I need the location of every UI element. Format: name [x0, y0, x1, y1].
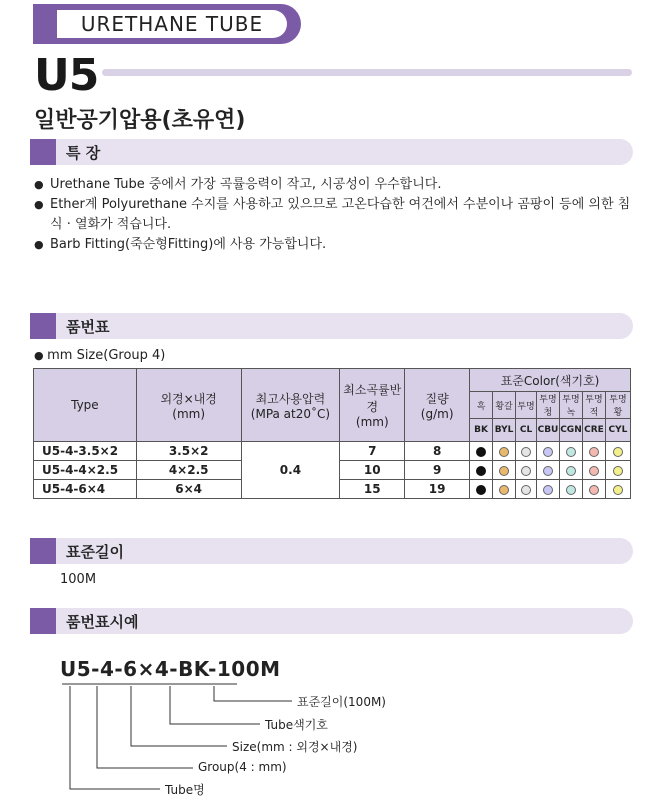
- weight-cell: 9: [405, 461, 470, 480]
- type-cell: U5-4-3.5×2: [34, 442, 137, 461]
- color-name-cell: 황갈: [493, 392, 516, 419]
- feature-item: ● Urethane Tube 중에서 가장 곡률응력이 작고, 시공성이 우수합니다.: [34, 175, 634, 195]
- color-code-cell: BK: [470, 419, 493, 442]
- color-name-cell: 투명청: [537, 392, 560, 419]
- color-code-cell: BYL: [493, 419, 516, 442]
- bend-cell: 10: [340, 461, 405, 480]
- size-cell: 6×4: [136, 480, 241, 499]
- example-code: U5-4-6×4-BK-100M: [60, 657, 281, 681]
- header-tab-label: URETHANE TUBE: [57, 10, 287, 38]
- header-type: Type: [34, 369, 137, 442]
- annotation-tube-name: Tube명: [165, 783, 205, 797]
- model-name: U5: [34, 50, 99, 101]
- size-cell: 4×2.5: [136, 461, 241, 480]
- leader-size: [131, 686, 227, 746]
- bend-cell: 7: [340, 442, 405, 461]
- annotation-length: 표준길이(100M): [297, 695, 386, 709]
- header-pressure: 최고사용압력 (MPa at20˚C): [241, 369, 340, 442]
- bend-cell: 15: [340, 480, 405, 499]
- section-title: 품번표: [66, 318, 110, 336]
- feature-item: ● Ether계 Polyurethane 수지를 사용하고 있으므로 고온다습한 여건에서 수분이나 곰팡이 등에 의한 침식 · 열화가 적습니다.: [34, 195, 634, 235]
- pressure-cell: 0.4: [241, 442, 340, 499]
- header-colors: 표준Color(색기호): [470, 369, 631, 392]
- size-cell: 3.5×2: [136, 442, 241, 461]
- section-title: 표준길이: [66, 543, 124, 561]
- type-cell: U5-4-6×4: [34, 480, 137, 499]
- color-name-cell: 흑: [470, 392, 493, 419]
- type-cell: U5-4-4×2.5: [34, 461, 137, 480]
- leader-tube-name: [70, 686, 160, 789]
- feature-item: ● Barb Fitting(죽순형Fitting)에 사용 가능합니다.: [34, 235, 634, 255]
- color-name-cell: 투명: [516, 392, 537, 419]
- annotation-group: Group(4 : mm): [198, 760, 287, 774]
- annotation-size: Size(mm : 외경×내경): [232, 740, 358, 754]
- section-title: 특 장: [66, 144, 101, 162]
- color-name-cell: 투명적: [582, 392, 605, 419]
- weight-cell: 8: [405, 442, 470, 461]
- header-bend-radius: 최소곡률반경 (mm): [340, 369, 405, 442]
- header-od-id: 외경×내경 (mm): [136, 369, 241, 442]
- leader-group: [97, 686, 193, 768]
- standard-length-value: 100M: [60, 572, 97, 587]
- color-name-cell: 투명녹: [559, 392, 582, 419]
- header-weight: 질량 (g/m): [405, 369, 470, 442]
- table-note: ● mm Size(Group 4): [34, 348, 165, 363]
- leader-length: [214, 686, 292, 701]
- section-title: 품번표시예: [66, 613, 139, 631]
- color-code-cell: CYL: [605, 419, 630, 442]
- color-code-cell: CBU: [537, 419, 560, 442]
- color-code-cell: CRE: [582, 419, 605, 442]
- product-subtitle: 일반공기압용(초유연): [34, 108, 246, 133]
- color-name-cell: 투명황: [605, 392, 630, 419]
- color-code-cell: CL: [516, 419, 537, 442]
- leader-color: [170, 686, 260, 724]
- color-code-cell: CGN: [559, 419, 582, 442]
- weight-cell: 19: [405, 480, 470, 499]
- annotation-color: Tube색기호: [265, 718, 328, 732]
